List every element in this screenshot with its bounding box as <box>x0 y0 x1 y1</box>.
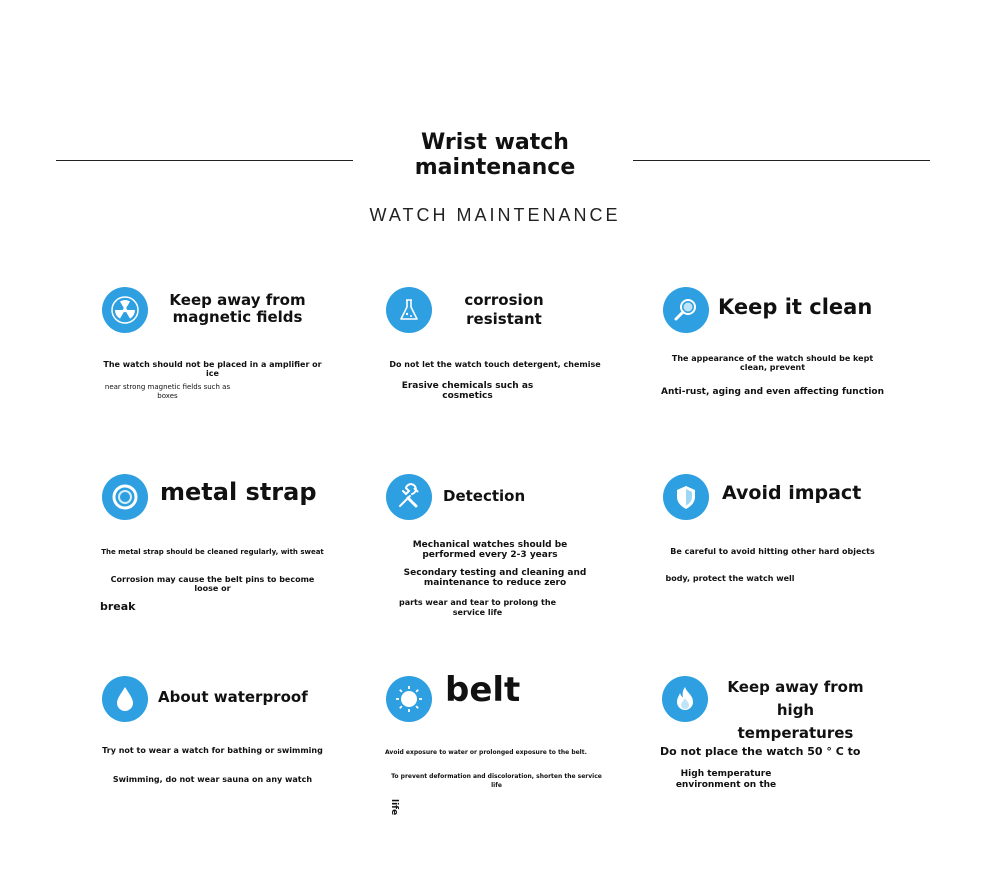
text-line: Swimming, do not wear sauna on any watch <box>112 775 313 784</box>
heading-clean: Keep it clean <box>718 295 873 319</box>
text-line: break <box>100 600 136 613</box>
water-drop-icon <box>102 676 148 722</box>
ring-icon <box>102 474 148 520</box>
text-line: The watch should not be placed in a amplifier or ice <box>103 360 322 378</box>
heading-line: magnetic fields <box>172 308 303 326</box>
text-line: Avoid exposure to water or prolonged exposure to the belt. <box>385 749 587 756</box>
text-line: body, protect the watch well <box>665 574 795 583</box>
text-block <box>395 540 585 560</box>
heading-impact: Avoid impact <box>722 482 862 504</box>
magnifier-icon <box>663 287 709 333</box>
text-line: cosmetics <box>442 391 493 401</box>
text-line: Secondary testing and cleaning and <box>403 568 587 578</box>
sun-icon <box>386 676 432 722</box>
heading-line: corrosion <box>464 291 544 309</box>
title-line-2: maintenance <box>414 155 576 180</box>
tools-icon <box>386 474 432 520</box>
heading-high-temp <box>718 676 873 745</box>
title-line-1: Wrist watch <box>421 130 569 155</box>
divider-left <box>56 160 353 161</box>
heading-magnetic <box>160 292 315 326</box>
heading-corrosion <box>440 291 568 329</box>
text-line: The metal strap should be cleaned regularly, with sweat <box>101 548 324 556</box>
text-line: Be careful to avoid hitting other hard objects <box>670 547 875 556</box>
text-line: Anti-rust, aging and even affecting function <box>660 387 885 397</box>
flame-icon <box>662 676 708 722</box>
text-block <box>665 769 787 791</box>
text-line: Try not to wear a watch for bathing or swimming <box>102 746 323 755</box>
heading-metal-strap: metal strap <box>160 478 317 506</box>
text-line: Do not place the watch 50 ° C to <box>660 745 861 758</box>
text-line: Erasive chemicals such as <box>401 381 534 391</box>
text-line: Mechanical watches should be <box>412 540 568 550</box>
radiation-icon <box>102 287 148 333</box>
text-line: Do not let the watch touch detergent, chemise <box>389 360 601 369</box>
rotated-text-line: life <box>389 799 399 816</box>
text-block <box>390 772 603 790</box>
shield-icon <box>663 474 709 520</box>
heading-detection: Detection <box>443 487 526 505</box>
text-line: life <box>491 782 502 789</box>
text-line: near strong magnetic fields such as <box>104 383 231 391</box>
text-line: maintenance to reduce zero <box>423 578 567 588</box>
heading-line: Keep away from <box>727 678 864 696</box>
text-block <box>390 568 600 588</box>
text-line: environment on the <box>675 780 777 790</box>
heading-line: high temperatures <box>737 701 854 742</box>
flask-icon <box>386 287 432 333</box>
heading-belt: belt <box>445 670 521 710</box>
text-line: To prevent deformation and discoloration, shorten the service <box>391 773 602 780</box>
divider-right <box>633 160 930 161</box>
text-block <box>390 381 545 401</box>
page-subtitle: WATCH MAINTENANCE <box>369 205 621 225</box>
heading-line: Keep away from <box>169 291 306 309</box>
text-line: High temperature <box>680 769 772 779</box>
text-line: Corrosion may cause the belt pins to become loose or <box>110 575 315 593</box>
text-line: clean, prevent <box>739 363 806 372</box>
text-line: service life <box>452 608 503 617</box>
text-block <box>665 354 880 372</box>
text-line: The appearance of the watch should be kept <box>671 354 874 363</box>
text-block <box>395 598 560 618</box>
text-line: boxes <box>157 392 178 400</box>
text-line: parts wear and tear to prolong the <box>398 598 557 607</box>
text-line: performed every 2-3 years <box>422 550 558 560</box>
heading-waterproof: About waterproof <box>158 688 308 706</box>
page-title <box>355 130 635 180</box>
heading-line: resistant <box>466 310 542 328</box>
